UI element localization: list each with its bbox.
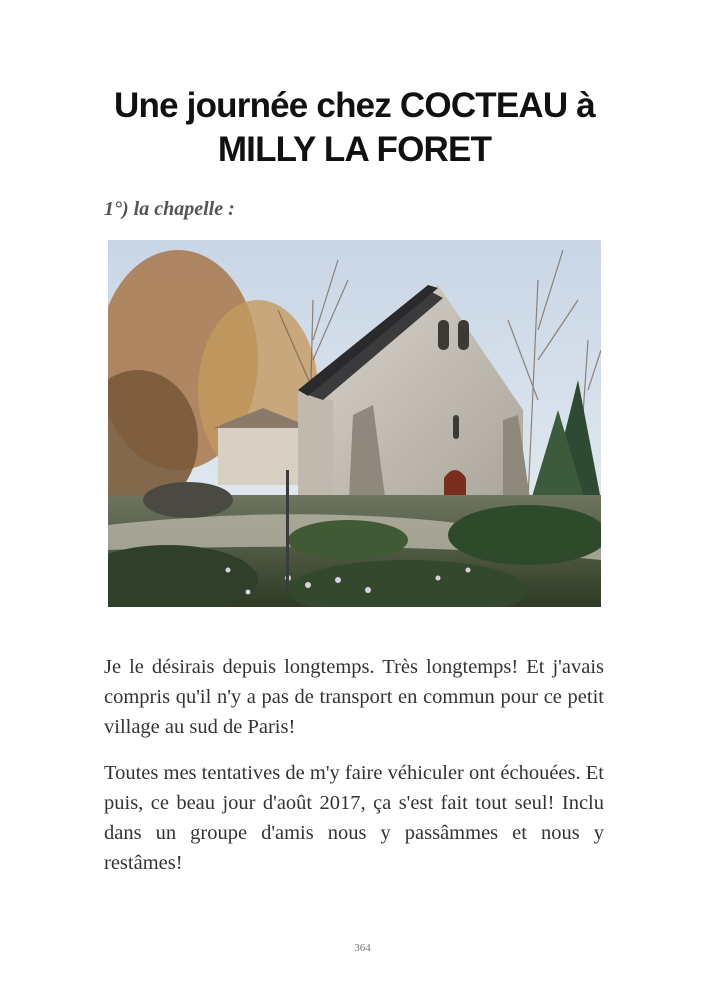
document-title [60,84,649,172]
paragraph-2: Toutes mes tentatives de m'y faire véhiculer ont échouées. Et puis, ce beau jour d'août 2017, ça s'est fait tout seul! Inclu dans un groupe d'amis nous y passâmmes et nous y restâmes! [104,762,604,874]
chapel-illustration [108,240,601,607]
paragraph-1: Je le désirais depuis longtemps. Très longtemps! Et j'avais compris qu'il n'y a pas de transport en commun pour ce petit village au sud de Paris! [104,656,604,738]
title-line-2: MILLY LA FORET [217,130,492,169]
title-line-1: Une journée chez COCTEAU à [114,86,595,125]
page-number: 364 [354,942,371,954]
chapel-photo [108,240,601,607]
section-heading: 1°) la chapelle : [104,198,235,220]
